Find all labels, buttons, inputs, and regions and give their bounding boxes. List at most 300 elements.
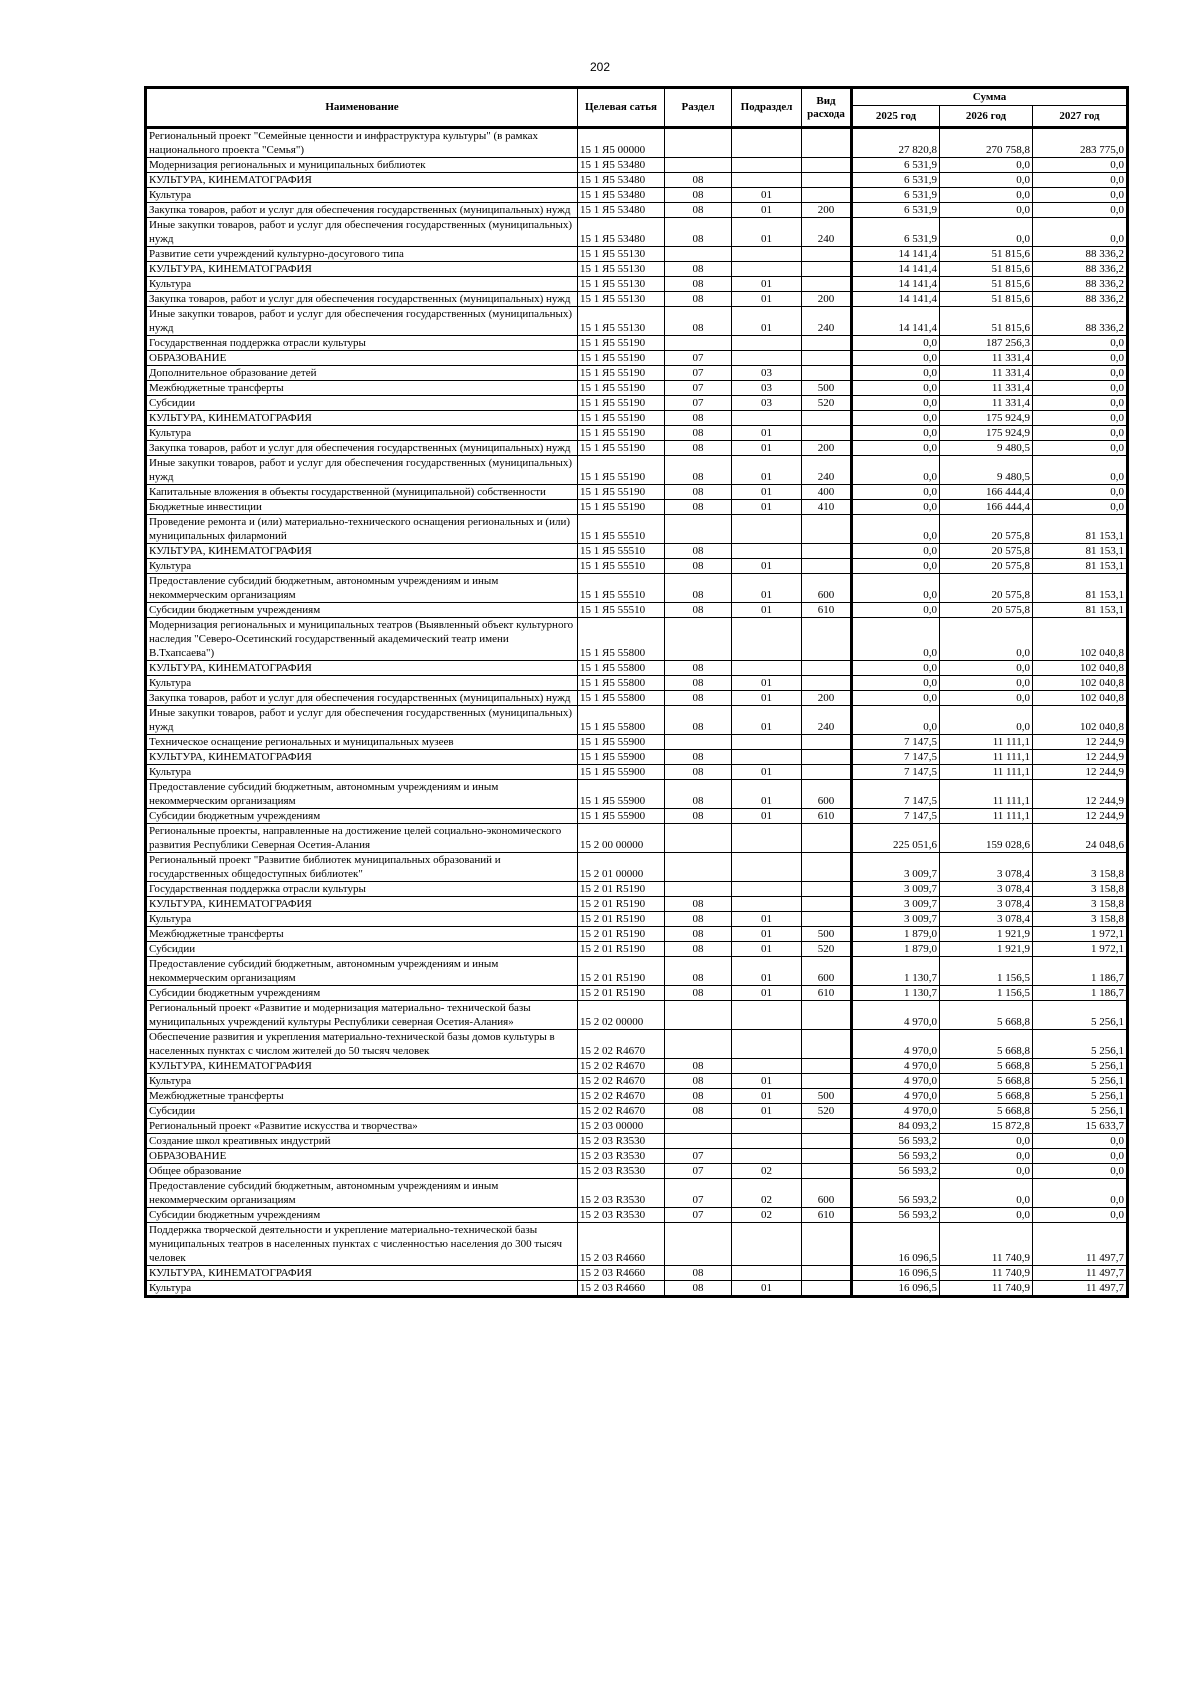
cell-target: 15 1 Я5 55190 [578, 366, 665, 381]
cell-section [665, 824, 732, 853]
cell-2025: 0,0 [852, 559, 940, 574]
cell-subsection [732, 897, 802, 912]
cell-2026: 3 078,4 [940, 853, 1033, 882]
cell-section [665, 1119, 732, 1134]
table-row [146, 780, 1128, 809]
cell-2026: 51 815,6 [940, 247, 1033, 262]
cell-expense-type [802, 1281, 852, 1297]
cell-subsection: 01 [732, 292, 802, 307]
cell-section: 08 [665, 661, 732, 676]
cell-name: КУЛЬТУРА, КИНЕМАТОГРАФИЯ [146, 173, 578, 188]
cell-expense-type: 240 [802, 218, 852, 247]
cell-section: 08 [665, 1074, 732, 1089]
cell-name: Предоставление субсидий бюджетным, автономным учреждениям и иным некоммерческим организациям [146, 1179, 578, 1208]
cell-expense-type: 520 [802, 396, 852, 411]
cell-expense-type [802, 1074, 852, 1089]
table-row [146, 262, 1128, 277]
cell-2026: 0,0 [940, 218, 1033, 247]
cell-name: ОБРАЗОВАНИЕ [146, 1149, 578, 1164]
cell-expense-type [802, 735, 852, 750]
cell-target: 15 1 Я5 55190 [578, 485, 665, 500]
cell-target: 15 2 01 R5190 [578, 912, 665, 927]
cell-name: Культура [146, 426, 578, 441]
cell-2026: 20 575,8 [940, 515, 1033, 544]
cell-section [665, 128, 732, 158]
cell-subsection: 01 [732, 957, 802, 986]
cell-target: 15 2 01 R5190 [578, 882, 665, 897]
cell-2025: 16 096,5 [852, 1281, 940, 1297]
cell-target: 15 2 02 00000 [578, 1001, 665, 1030]
cell-section: 08 [665, 456, 732, 485]
cell-2026: 1 921,9 [940, 942, 1033, 957]
cell-subsection: 01 [732, 603, 802, 618]
table-row [146, 824, 1128, 853]
table-row [146, 1119, 1128, 1134]
cell-subsection: 01 [732, 574, 802, 603]
cell-subsection [732, 411, 802, 426]
table-row [146, 882, 1128, 897]
cell-2025: 4 970,0 [852, 1074, 940, 1089]
table-row [146, 456, 1128, 485]
cell-2027: 0,0 [1033, 366, 1128, 381]
cell-2026: 51 815,6 [940, 262, 1033, 277]
cell-2025: 56 593,2 [852, 1134, 940, 1149]
cell-2027: 0,0 [1033, 203, 1128, 218]
cell-2027: 1 972,1 [1033, 927, 1128, 942]
cell-name: Государственная поддержка отрасли культуры [146, 882, 578, 897]
table-row [146, 411, 1128, 426]
cell-2027: 81 153,1 [1033, 603, 1128, 618]
table-row [146, 307, 1128, 336]
cell-target: 15 1 Я5 55800 [578, 676, 665, 691]
cell-2026: 11 111,1 [940, 735, 1033, 750]
table-row [146, 853, 1128, 882]
cell-2026: 0,0 [940, 676, 1033, 691]
cell-2025: 1 879,0 [852, 942, 940, 957]
cell-2026: 9 480,5 [940, 456, 1033, 485]
cell-subsection: 01 [732, 307, 802, 336]
cell-2027: 12 244,9 [1033, 735, 1128, 750]
cell-section: 08 [665, 1104, 732, 1119]
table-row [146, 706, 1128, 735]
cell-2026: 3 078,4 [940, 912, 1033, 927]
cell-section: 08 [665, 559, 732, 574]
cell-section: 07 [665, 351, 732, 366]
header-expense-type: Вид расхода [802, 88, 852, 128]
cell-name: Субсидии бюджетным учреждениям [146, 809, 578, 824]
cell-2027: 0,0 [1033, 188, 1128, 203]
cell-section: 08 [665, 676, 732, 691]
cell-expense-type: 500 [802, 381, 852, 396]
cell-expense-type [802, 618, 852, 661]
cell-expense-type [802, 765, 852, 780]
table-row [146, 203, 1128, 218]
cell-2027: 81 153,1 [1033, 515, 1128, 544]
cell-2026: 1 921,9 [940, 927, 1033, 942]
cell-target: 15 2 03 R4660 [578, 1281, 665, 1297]
cell-expense-type: 600 [802, 1179, 852, 1208]
cell-expense-type: 610 [802, 809, 852, 824]
cell-2027: 3 158,8 [1033, 897, 1128, 912]
table-row [146, 128, 1128, 158]
cell-2025: 3 009,7 [852, 897, 940, 912]
cell-subsection [732, 882, 802, 897]
cell-2026: 0,0 [940, 203, 1033, 218]
cell-2025: 0,0 [852, 574, 940, 603]
cell-2026: 20 575,8 [940, 574, 1033, 603]
cell-2025: 1 879,0 [852, 927, 940, 942]
cell-2027: 5 256,1 [1033, 1059, 1128, 1074]
cell-subsection [732, 128, 802, 158]
cell-2026: 166 444,4 [940, 485, 1033, 500]
budget-table [144, 86, 1129, 1298]
cell-2025: 6 531,9 [852, 218, 940, 247]
cell-2025: 1 130,7 [852, 957, 940, 986]
cell-2027: 3 158,8 [1033, 853, 1128, 882]
cell-expense-type [802, 1164, 852, 1179]
cell-2027: 88 336,2 [1033, 247, 1128, 262]
cell-section: 08 [665, 574, 732, 603]
cell-2025: 4 970,0 [852, 1030, 940, 1059]
cell-expense-type: 200 [802, 203, 852, 218]
table-row [146, 1179, 1128, 1208]
cell-2027: 5 256,1 [1033, 1074, 1128, 1089]
cell-2026: 11 111,1 [940, 750, 1033, 765]
cell-2025: 0,0 [852, 381, 940, 396]
cell-subsection [732, 1059, 802, 1074]
cell-name: КУЛЬТУРА, КИНЕМАТОГРАФИЯ [146, 661, 578, 676]
cell-2027: 0,0 [1033, 1149, 1128, 1164]
cell-name: Культура [146, 188, 578, 203]
table-row [146, 500, 1128, 515]
cell-section [665, 1030, 732, 1059]
cell-subsection: 01 [732, 203, 802, 218]
cell-section [665, 882, 732, 897]
cell-2027: 102 040,8 [1033, 676, 1128, 691]
cell-target: 15 1 Я5 55130 [578, 277, 665, 292]
cell-2027: 5 256,1 [1033, 1001, 1128, 1030]
cell-subsection: 01 [732, 1074, 802, 1089]
cell-subsection: 01 [732, 1104, 802, 1119]
cell-2026: 5 668,8 [940, 1059, 1033, 1074]
cell-name: КУЛЬТУРА, КИНЕМАТОГРАФИЯ [146, 750, 578, 765]
header-2027: 2027 год [1033, 106, 1128, 128]
cell-target: 15 1 Я5 55900 [578, 735, 665, 750]
cell-2025: 0,0 [852, 366, 940, 381]
cell-expense-type: 200 [802, 691, 852, 706]
cell-target: 15 1 Я5 55510 [578, 574, 665, 603]
page-number: 202 [589, 60, 611, 74]
cell-subsection: 01 [732, 500, 802, 515]
cell-section: 07 [665, 381, 732, 396]
cell-target: 15 2 01 00000 [578, 853, 665, 882]
cell-subsection [732, 1134, 802, 1149]
cell-target: 15 1 Я5 55190 [578, 426, 665, 441]
table-row [146, 1223, 1128, 1266]
cell-2027: 81 153,1 [1033, 559, 1128, 574]
cell-expense-type [802, 1134, 852, 1149]
table-row [146, 1149, 1128, 1164]
cell-expense-type: 410 [802, 500, 852, 515]
header-section: Раздел [665, 88, 732, 128]
cell-section: 08 [665, 1281, 732, 1297]
header-sum: Сумма [852, 88, 1128, 106]
cell-section [665, 618, 732, 661]
cell-2025: 56 593,2 [852, 1149, 940, 1164]
cell-target: 15 1 Я5 55900 [578, 765, 665, 780]
cell-target: 15 1 Я5 55800 [578, 661, 665, 676]
cell-2025: 14 141,4 [852, 262, 940, 277]
cell-section: 07 [665, 366, 732, 381]
cell-name: Субсидии [146, 942, 578, 957]
cell-name: Межбюджетные трансферты [146, 381, 578, 396]
cell-expense-type [802, 351, 852, 366]
cell-2025: 3 009,7 [852, 912, 940, 927]
cell-2027: 102 040,8 [1033, 661, 1128, 676]
cell-expense-type [802, 515, 852, 544]
cell-expense-type [802, 1149, 852, 1164]
cell-target: 15 1 Я5 00000 [578, 128, 665, 158]
cell-section [665, 336, 732, 351]
cell-target: 15 1 Я5 53480 [578, 173, 665, 188]
cell-section [665, 247, 732, 262]
cell-2025: 7 147,5 [852, 809, 940, 824]
cell-name: Межбюджетные трансферты [146, 1089, 578, 1104]
cell-name: Техническое оснащение региональных и муниципальных музеев [146, 735, 578, 750]
cell-subsection: 01 [732, 188, 802, 203]
cell-name: Развитие сети учреждений культурно-досугового типа [146, 247, 578, 262]
cell-subsection: 01 [732, 912, 802, 927]
cell-section: 08 [665, 765, 732, 780]
cell-target: 15 2 01 R5190 [578, 897, 665, 912]
cell-2025: 0,0 [852, 411, 940, 426]
cell-subsection: 01 [732, 456, 802, 485]
cell-subsection [732, 544, 802, 559]
cell-target: 15 1 Я5 55510 [578, 515, 665, 544]
table-row [146, 618, 1128, 661]
cell-2027: 102 040,8 [1033, 618, 1128, 661]
cell-name: Субсидии [146, 396, 578, 411]
cell-2025: 0,0 [852, 603, 940, 618]
cell-section: 08 [665, 957, 732, 986]
table-row [146, 927, 1128, 942]
cell-target: 15 2 02 R4670 [578, 1059, 665, 1074]
cell-target: 15 2 03 R3530 [578, 1208, 665, 1223]
cell-2027: 24 048,6 [1033, 824, 1128, 853]
cell-expense-type: 520 [802, 1104, 852, 1119]
cell-target: 15 1 Я5 55190 [578, 351, 665, 366]
table-row [146, 441, 1128, 456]
table-row [146, 426, 1128, 441]
cell-name: Капитальные вложения в объекты государственной (муниципальной) собственности [146, 485, 578, 500]
cell-2026: 11 740,9 [940, 1266, 1033, 1281]
cell-2027: 88 336,2 [1033, 307, 1128, 336]
cell-target: 15 2 01 R5190 [578, 957, 665, 986]
cell-section: 08 [665, 426, 732, 441]
cell-2027: 12 244,9 [1033, 765, 1128, 780]
cell-name: Обеспечение развития и укрепления материально-технической базы домов культуры в населенных пунктах с числом жителей до 50 тысяч человек [146, 1030, 578, 1059]
cell-2027: 81 153,1 [1033, 544, 1128, 559]
cell-2025: 3 009,7 [852, 853, 940, 882]
cell-2026: 11 331,4 [940, 396, 1033, 411]
cell-target: 15 2 02 R4670 [578, 1089, 665, 1104]
cell-subsection: 01 [732, 559, 802, 574]
cell-target: 15 1 Я5 55130 [578, 247, 665, 262]
cell-target: 15 1 Я5 55130 [578, 307, 665, 336]
cell-subsection [732, 1223, 802, 1266]
cell-2025: 3 009,7 [852, 882, 940, 897]
cell-name: Модернизация региональных и муниципальных театров (Выявленный объект культурного наследия "Северо-Осетинский государственный академический театр имени В.Тхапсаева") [146, 618, 578, 661]
table-row [146, 1074, 1128, 1089]
cell-target: 15 2 01 R5190 [578, 986, 665, 1001]
cell-2026: 270 758,8 [940, 128, 1033, 158]
cell-target: 15 1 Я5 55130 [578, 262, 665, 277]
cell-2027: 88 336,2 [1033, 292, 1128, 307]
cell-2025: 225 051,6 [852, 824, 940, 853]
cell-2025: 0,0 [852, 500, 940, 515]
cell-target: 15 1 Я5 53480 [578, 188, 665, 203]
cell-section: 08 [665, 218, 732, 247]
cell-2027: 0,0 [1033, 1179, 1128, 1208]
cell-section: 08 [665, 1089, 732, 1104]
cell-2027: 88 336,2 [1033, 277, 1128, 292]
cell-2025: 6 531,9 [852, 158, 940, 173]
table-row [146, 1059, 1128, 1074]
cell-2025: 6 531,9 [852, 203, 940, 218]
cell-subsection [732, 247, 802, 262]
cell-expense-type [802, 559, 852, 574]
cell-target: 15 1 Я5 55800 [578, 691, 665, 706]
cell-target: 15 2 02 R4670 [578, 1074, 665, 1089]
cell-2025: 0,0 [852, 661, 940, 676]
table-row [146, 173, 1128, 188]
cell-2027: 5 256,1 [1033, 1089, 1128, 1104]
cell-expense-type [802, 1266, 852, 1281]
cell-name: Проведение ремонта и (или) материально-технического оснащения региональных и (или) муниципальных филармоний [146, 515, 578, 544]
table-row [146, 544, 1128, 559]
cell-2027: 3 158,8 [1033, 882, 1128, 897]
cell-subsection: 02 [732, 1179, 802, 1208]
cell-section: 08 [665, 500, 732, 515]
table-row [146, 277, 1128, 292]
cell-target: 15 2 03 00000 [578, 1119, 665, 1134]
cell-2026: 11 111,1 [940, 809, 1033, 824]
cell-expense-type: 600 [802, 957, 852, 986]
cell-name: Региональный проект «Развитие искусства и творчества» [146, 1119, 578, 1134]
cell-expense-type: 610 [802, 986, 852, 1001]
cell-target: 15 1 Я5 55900 [578, 750, 665, 765]
cell-name: Региональные проекты, направленные на достижение целей социально-экономического развития Республики Северная Осетия-Алания [146, 824, 578, 853]
cell-name: Модернизация региональных и муниципальных библиотек [146, 158, 578, 173]
cell-target: 15 2 01 R5190 [578, 927, 665, 942]
cell-section: 08 [665, 262, 732, 277]
table-row [146, 676, 1128, 691]
cell-name: Бюджетные инвестиции [146, 500, 578, 515]
cell-2027: 11 497,7 [1033, 1266, 1128, 1281]
cell-2025: 0,0 [852, 351, 940, 366]
cell-subsection: 01 [732, 277, 802, 292]
cell-name: Культура [146, 765, 578, 780]
cell-section [665, 158, 732, 173]
cell-section [665, 515, 732, 544]
cell-2027: 0,0 [1033, 381, 1128, 396]
cell-subsection: 01 [732, 706, 802, 735]
cell-expense-type [802, 676, 852, 691]
cell-2026: 159 028,6 [940, 824, 1033, 853]
cell-section: 08 [665, 942, 732, 957]
cell-section: 08 [665, 411, 732, 426]
cell-subsection [732, 1149, 802, 1164]
cell-subsection [732, 173, 802, 188]
table-row [146, 1208, 1128, 1223]
cell-2025: 7 147,5 [852, 735, 940, 750]
header-subsection: Подраздел [732, 88, 802, 128]
table-row [146, 986, 1128, 1001]
table-row [146, 559, 1128, 574]
cell-section: 07 [665, 1208, 732, 1223]
cell-2027: 81 153,1 [1033, 574, 1128, 603]
cell-target: 15 2 03 R4660 [578, 1223, 665, 1266]
cell-subsection [732, 618, 802, 661]
table-row [146, 957, 1128, 986]
cell-2026: 5 668,8 [940, 1030, 1033, 1059]
cell-2026: 0,0 [940, 661, 1033, 676]
cell-section: 08 [665, 441, 732, 456]
cell-2027: 15 633,7 [1033, 1119, 1128, 1134]
cell-2026: 0,0 [940, 1208, 1033, 1223]
cell-target: 15 1 Я5 55510 [578, 544, 665, 559]
cell-name: Государственная поддержка отрасли культуры [146, 336, 578, 351]
cell-section [665, 853, 732, 882]
cell-2025: 14 141,4 [852, 292, 940, 307]
cell-2027: 0,0 [1033, 351, 1128, 366]
cell-2027: 0,0 [1033, 173, 1128, 188]
cell-expense-type [802, 1001, 852, 1030]
table-row [146, 158, 1128, 173]
cell-section [665, 1134, 732, 1149]
cell-section: 08 [665, 927, 732, 942]
cell-subsection [732, 750, 802, 765]
cell-section: 08 [665, 897, 732, 912]
cell-subsection: 01 [732, 1089, 802, 1104]
cell-subsection [732, 1001, 802, 1030]
cell-2025: 0,0 [852, 676, 940, 691]
cell-section: 07 [665, 1164, 732, 1179]
cell-2026: 11 331,4 [940, 381, 1033, 396]
table-row [146, 750, 1128, 765]
cell-target: 15 1 Я5 55800 [578, 706, 665, 735]
cell-section: 08 [665, 173, 732, 188]
table-row [146, 247, 1128, 262]
cell-2025: 14 141,4 [852, 277, 940, 292]
cell-2025: 7 147,5 [852, 765, 940, 780]
cell-2027: 102 040,8 [1033, 691, 1128, 706]
cell-2026: 9 480,5 [940, 441, 1033, 456]
cell-target: 15 2 01 R5190 [578, 942, 665, 957]
cell-expense-type: 500 [802, 1089, 852, 1104]
cell-2025: 6 531,9 [852, 173, 940, 188]
cell-name: Региональный проект "Развитие библиотек муниципальных образований и государственных общедоступных библиотек" [146, 853, 578, 882]
cell-2026: 51 815,6 [940, 277, 1033, 292]
cell-2025: 4 970,0 [852, 1001, 940, 1030]
cell-section [665, 1001, 732, 1030]
table-row [146, 485, 1128, 500]
cell-2027: 3 158,8 [1033, 912, 1128, 927]
cell-subsection [732, 351, 802, 366]
cell-expense-type: 610 [802, 1208, 852, 1223]
cell-2025: 0,0 [852, 336, 940, 351]
cell-expense-type [802, 912, 852, 927]
